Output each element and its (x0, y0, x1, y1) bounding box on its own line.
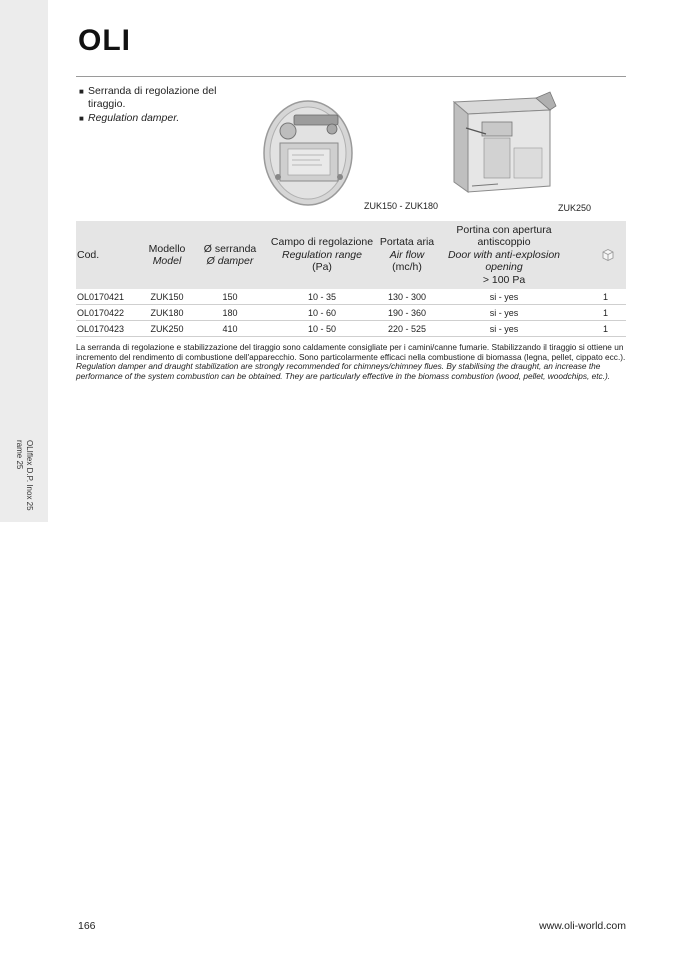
col-header-cod: Cod. (76, 221, 142, 289)
cell-damper: 180 (192, 305, 268, 321)
cell-door: si - yes (438, 305, 570, 321)
sidebar-line-2: rame 25 (15, 440, 24, 470)
col-header-flow: Portata aria Air flow (mc/h) (376, 221, 438, 289)
cell-door: si - yes (438, 289, 570, 305)
col-header-package (570, 221, 626, 289)
table-header-row (76, 221, 626, 289)
description-en: Regulation damper. (88, 112, 180, 124)
cell-range: 10 - 35 (268, 289, 376, 305)
col-header-range: Campo di regolazione Regulation range (Pa) (268, 221, 376, 289)
cell-model: ZUK250 (142, 321, 192, 337)
cell-damper: 150 (192, 289, 268, 305)
product-description (79, 85, 229, 125)
col-header-door: Portina con apertura antiscoppio Door with anti-explosion opening > 100 Pa (438, 221, 570, 289)
table-row (76, 321, 626, 337)
brand-logo: OLI (78, 24, 131, 57)
square-damper-image (438, 88, 562, 198)
bullet-square-icon: ■ (79, 114, 84, 123)
cell-flow: 220 - 525 (376, 321, 438, 337)
notes-en: Regulation damper and draught stabilization are strongly recommended for chimneys/chimney flues. By stabilising the draught, an increase the performance of the system combustion can be obtained. They are particularly effective in the biomass combustion (wood, pellet, woodchips, etc.). (76, 361, 611, 381)
cell-model: ZUK150 (142, 289, 192, 305)
cell-flow: 190 - 360 (376, 305, 438, 321)
cell-range: 10 - 50 (268, 321, 376, 337)
round-damper-image (258, 97, 358, 209)
description-it: Serranda di regolazione del tiraggio. (88, 85, 217, 110)
image-caption-1: ZUK150 - ZUK180 (364, 201, 439, 211)
cell-qty: 1 (570, 321, 626, 337)
col-header-damper: Ø serranda Ø damper (192, 221, 268, 289)
footer-url: www.oli-world.com (539, 920, 626, 932)
cell-cod: OL0170421 (76, 289, 142, 305)
cell-cod: OL0170423 (76, 321, 142, 337)
table-row (76, 305, 626, 321)
cell-model: ZUK180 (142, 305, 192, 321)
image-caption-2: ZUK250 (558, 203, 592, 213)
product-notes (76, 343, 626, 381)
cell-cod: OL0170422 (76, 305, 142, 321)
cell-flow: 130 - 300 (376, 289, 438, 305)
page-number: 166 (78, 920, 96, 932)
cell-range: 10 - 60 (268, 305, 376, 321)
cell-damper: 410 (192, 321, 268, 337)
col-header-model: Modello Model (142, 221, 192, 289)
notes-it: La serranda di regolazione e stabilizzazione del tiraggio sono caldamente consigliate per i camini/canne fumarie. Stabilizzando il tiraggio si ottiene un incremento del rendimento di combustione dell'apparecchio. Sono particolarmente efficaci nella combustione di biomassa (legna, pellet, cippato ecc.). (76, 342, 626, 362)
header-divider (76, 76, 626, 77)
product-table (76, 221, 626, 337)
cell-qty: 1 (570, 305, 626, 321)
cell-qty: 1 (570, 289, 626, 305)
sidebar-line-1: OLIflex D.P. Inox 25 (25, 440, 34, 511)
sidebar-label (10, 440, 38, 530)
cell-door: si - yes (438, 321, 570, 337)
package-icon (601, 248, 615, 262)
table-row (76, 289, 626, 305)
bullet-square-icon: ■ (79, 87, 84, 96)
